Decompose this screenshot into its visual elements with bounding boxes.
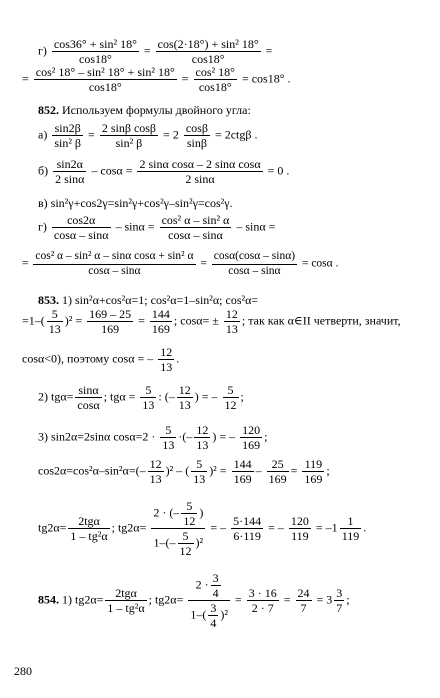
fraction: $\frac{5}{13}$ bbox=[162, 423, 175, 452]
fraction: $\frac{\text{cos² α – sin² α – sinα cosα + sin² α}}{\cos\alpha - \sin\alpha}$ bbox=[35, 250, 194, 277]
fraction: $\frac{\text{cos² 18° – sin² 18° + sin² 18°}}{\cos 18^\circ}$ bbox=[35, 65, 175, 94]
fraction: $\frac{\cos 2\alpha}{\cos\alpha - \sin\alpha}$ bbox=[53, 213, 109, 242]
formula-851g-line2: = $\frac{\text{cos² 18° – sin² 18° + sin² 18°}}{\cos 18^\circ}$ = $\frac{\text{cos² 18°}}{\cos 18^\circ}$ = cos18° . bbox=[22, 65, 291, 94]
fraction: $\frac{\text{cos(2·18°) + sin² 18°}}{\cos 18^\circ}$ bbox=[157, 37, 259, 66]
fraction: $\frac{5\cdot 144}{6\cdot 119}$ bbox=[233, 514, 262, 543]
fraction: $\frac{\sin\alpha}{\cos\alpha}$ bbox=[77, 383, 100, 412]
fraction: $\frac{1}{119}$ bbox=[341, 514, 360, 543]
fraction: $\frac{\text{2tgα}}{\text{1 – tg²α}}$ bbox=[107, 586, 145, 615]
fraction: $\frac{\cos\alpha(\cos\alpha - \sin\alpha)}{\cos\alpha - \sin\alpha}$ bbox=[213, 250, 296, 277]
fraction: $\frac{5}{13}$ bbox=[142, 383, 155, 412]
problem-852-heading: 852. Используем формулы двойного угла: bbox=[38, 103, 251, 117]
fraction: $\frac{5}{13}$ bbox=[48, 307, 61, 336]
fraction: $\frac{\text{2 sinβ cosβ}}{\text{sin² β}}$ bbox=[101, 121, 157, 150]
problem-number: 853. bbox=[38, 293, 59, 307]
problem-853-part5: tg2α= $\frac{\text{2tgα}}{\text{1 – tg²α}}$ ; tg2α= 2 · (– $\frac{5}{12}$ ) 1–(– $\frac{5}{12}$ )² = – $\frac{5\cdot 144}{6\cdot 119}$ = – $\frac{120}{119}$ = –1 $\frac{1}{119}$ . bbox=[38, 499, 367, 558]
fraction: $\frac{5}{12}$ bbox=[224, 383, 237, 412]
fraction: $\frac{12}{13}$ bbox=[225, 307, 238, 336]
problem-853-part4: cos2α=cos²α–sin²α=(– $\frac{12}{13}$ )² – ( $\frac{5}{13}$ )² = $\frac{144}{169}$ – $\frac{25}{169}$ = $\frac{119}{169}$ ; bbox=[38, 457, 330, 486]
fraction: $\frac{5}{13}$ bbox=[193, 457, 206, 486]
fraction: $\frac{169 - 25}{169}$ bbox=[89, 307, 132, 336]
fraction: $\frac{\sin 2\alpha}{2 \sin\alpha}$ bbox=[55, 157, 85, 186]
formula-852g-line1: г) $\frac{\cos 2\alpha}{\cos\alpha - \sin\alpha}$ – sinα = $\frac{\text{cos² α – sin² α}}{\cos\alpha - \sin\alpha}$ – sinα = bbox=[38, 213, 276, 242]
compound-fraction: 2 · $\frac{3}{4}$ 1–( $\frac{3}{4}$ )² bbox=[190, 571, 228, 630]
problem-853-part3: 3) sin2α=2sinα cosα=2 · $\frac{5}{13}$ ·(– $\frac{12}{13}$ ) = – $\frac{120}{169}$ ; bbox=[38, 423, 268, 452]
problem-number: 852. bbox=[38, 103, 59, 117]
fraction: $\frac{25}{169}$ bbox=[268, 457, 287, 486]
problem-854: 854. 1) tg2α= $\frac{\text{2tgα}}{\text{1 – tg²α}}$ ; tg2α= 2 · $\frac{3}{4}$ 1–( $\frac{3}{4}$ )² = $\frac{3 \cdot 16}{2 \cdot 7}$ = $\frac{24}{7}$ = 3 $\frac{3}{7}$ ; bbox=[38, 571, 350, 630]
problem-853-line3: cosα<0), поэтому cosα = – $\frac{12}{13}$ . bbox=[22, 345, 180, 374]
fraction: $\frac{120}{119}$ bbox=[290, 514, 309, 543]
fraction: $\frac{\text{cos² 18°}}{\cos 18^\circ}$ bbox=[195, 65, 235, 94]
formula-852a: а) $\frac{\sin 2\beta}{\text{sin² β}}$ = $\frac{\text{2 sinβ cosβ}}{\text{sin² β}}$ = 2 $\frac{\cos\beta}{\sin\beta}$ = 2ctgβ . bbox=[38, 121, 258, 150]
compound-fraction: 2 · (– $\frac{5}{12}$ ) 1–(– $\frac{5}{12}$ )² bbox=[153, 499, 204, 558]
item-label: г) bbox=[38, 43, 47, 58]
fraction: $\frac{\cos\beta}{\sin\beta}$ bbox=[185, 121, 208, 150]
formula-852b: б) $\frac{\sin 2\alpha}{2 \sin\alpha}$ – cosα = $\frac{\text{2 sinα cosα – 2 sinα cosα}}{2 \sin\alpha}$ = 0 . bbox=[38, 157, 290, 186]
problem-number: 854. bbox=[38, 592, 59, 607]
fraction: $\frac{12}{13}$ bbox=[196, 423, 209, 452]
formula-851g-line1: г) $\frac{\text{cos36° + sin² 18°}}{\cos 18^\circ}$ = $\frac{\text{cos(2·18°) + sin² 18°}}{\cos 18^\circ}$ = bbox=[38, 37, 273, 66]
fraction: $\frac{119}{169}$ bbox=[304, 457, 323, 486]
fraction: $\frac{\sin 2\beta}{\text{sin² β}}$ bbox=[54, 121, 82, 150]
fraction: $\frac{\text{cos36° + sin² 18°}}{\cos 18^\circ}$ bbox=[53, 37, 137, 66]
fraction: $\frac{\text{cos² α – sin² α}}{\cos\alpha - \sin\alpha}$ bbox=[161, 213, 230, 242]
fraction: $\frac{\text{2tgα}}{\text{1 – tg²α}}$ bbox=[70, 514, 108, 543]
fraction: $\frac{24}{7}$ bbox=[297, 586, 310, 615]
problem-853-line1: 853. 1) sin²α+cos²α=1; cos²α=1–sin²α; cos²α= bbox=[38, 293, 259, 307]
formula-852g-line2: = $\frac{\text{cos² α – sin² α – sinα cosα + sin² α}}{\cos\alpha - \sin\alpha}$ = $\frac{\cos\alpha(\cos\alpha - \sin\alpha)}{\cos\alpha - \sin\alpha}$ = cosα . bbox=[22, 250, 339, 277]
fraction: $\frac{12}{13}$ bbox=[160, 345, 173, 374]
fraction: $\frac{12}{13}$ bbox=[149, 457, 162, 486]
fraction: $\frac{12}{13}$ bbox=[178, 383, 191, 412]
fraction: $\frac{144}{169}$ bbox=[233, 457, 252, 486]
fraction: $\frac{144}{169}$ bbox=[151, 307, 170, 336]
problem-853-part2: 2) tgα= $\frac{\sin\alpha}{\cos\alpha}$ ; tgα = $\frac{5}{13}$ : (– $\frac{12}{13}$ ) = – $\frac{5}{12}$ ; bbox=[38, 383, 244, 412]
fraction: $\frac{\text{2 sinα cosα – 2 sinα cosα}}{2 \sin\alpha}$ bbox=[139, 157, 261, 186]
problem-853-line2: =1–( $\frac{5}{13}$ )² = $\frac{169 - 25}{169}$ = $\frac{144}{169}$ ; cosα= ± $\frac{12}{13}$ ; так как α∈II четверти, значит, bbox=[22, 307, 401, 336]
formula-852v: в) sin²γ+cos2γ=sin²γ+cos²γ–sin²γ=cos²γ. bbox=[38, 196, 233, 210]
fraction: $\frac{3 \cdot 16}{2 \cdot 7}$ bbox=[248, 586, 277, 615]
page-number: 280 bbox=[14, 664, 32, 678]
fraction: $\frac{3}{7}$ bbox=[336, 586, 343, 615]
fraction: $\frac{120}{169}$ bbox=[242, 423, 261, 452]
